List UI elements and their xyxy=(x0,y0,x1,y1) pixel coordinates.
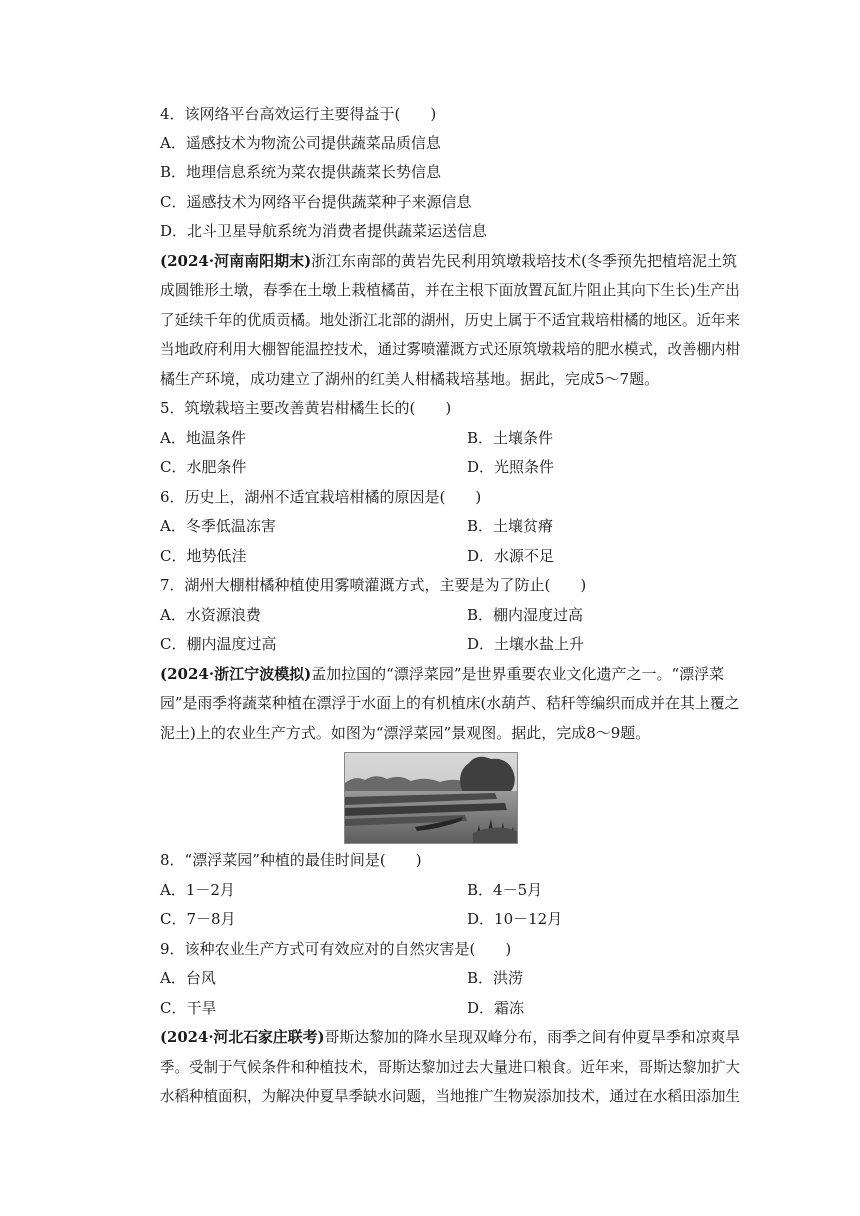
q4-option-a: A．遥感技术为物流公司提供蔬菜品质信息 xyxy=(160,134,441,152)
q4-option-d: D．北斗卫星导航系统为消费者提供蔬菜运送信息 xyxy=(160,222,488,240)
passage3-line3: 水稻种植面积，为解决仲夏旱季缺水问题，当地推广生物炭添加技术，通过在水稻田添加生 xyxy=(160,1087,741,1105)
q7-option-b: B．棚内湿度过高 xyxy=(467,606,584,624)
q6-stem: 6．历史上，湖州不适宜栽培柑橘的原因是( ) xyxy=(160,488,482,506)
passage1-line1 xyxy=(160,251,740,271)
passage2-text: 孟加拉国的“漂浮菜园”是世界重要农业文化遗产之一。“漂浮菜 xyxy=(311,665,725,683)
q5-stem: 5．筑墩栽培主要改善黄岩柑橘生长的( ) xyxy=(160,399,452,417)
q9-stem: 9．该种农业生产方式可有效应对的自然灾害是( ) xyxy=(160,940,512,958)
q9-option-d: D．霜冻 xyxy=(467,999,525,1017)
q5-option-b: B．土壤条件 xyxy=(467,429,554,447)
q5-option-a: A．地温条件 xyxy=(160,429,246,447)
q7-option-c: C．棚内温度过高 xyxy=(160,635,277,653)
passage3-line1 xyxy=(160,1027,741,1047)
q8-option-d: D．10－12月 xyxy=(467,910,563,928)
q5-option-c: C．水肥条件 xyxy=(160,458,247,476)
q6-option-d: D．水源不足 xyxy=(467,547,555,565)
passage3-line2: 季。受制于气候条件和种植技术，哥斯达黎加过去大量进口粮食。近年来，哥斯达黎加扩大 xyxy=(160,1058,741,1076)
q5-option-d: D．光照条件 xyxy=(467,458,555,476)
q6-option-b: B．土壤贫瘠 xyxy=(467,517,554,535)
q8-option-c: C．7－8月 xyxy=(160,910,236,928)
passage3-source: (2024·河北石家庄联考) xyxy=(160,1028,325,1046)
q6-option-c: C．地势低洼 xyxy=(160,547,247,565)
q4-option-b: B．地理信息系统为菜农提供蔬菜长势信息 xyxy=(160,163,442,181)
passage2-source: (2024·浙江宁波模拟) xyxy=(160,665,312,683)
passage1-line5: 橘生产环境，成功建立了湖州的红美人柑橘栽培基地。据此，完成5～7题。 xyxy=(160,370,660,388)
q8-option-b: B．4－5月 xyxy=(467,881,543,899)
passage2-line2: 园”是雨季将蔬菜种植在漂浮于水面上的有机植床(水葫芦、秸秆等编织而成并在其上覆之 xyxy=(160,694,740,712)
floating-garden-photo xyxy=(344,752,518,844)
q4-option-c: C．遥感技术为网络平台提供蔬菜种子来源信息 xyxy=(160,193,472,211)
q8-option-a: A．1－2月 xyxy=(160,881,235,899)
passage1-line4: 当地政府利用大棚智能温控技术，通过雾喷灌溉方式还原筑墩栽培的肥水模式，改善棚内柑 xyxy=(160,340,741,358)
q7-option-a: A．水资源浪费 xyxy=(160,606,261,624)
passage1-line3: 了延续千年的优质贡橘。地处浙江北部的湖州，历史上属于不适宜栽培柑橘的地区。近年来 xyxy=(160,311,741,329)
passage2-line1 xyxy=(160,664,740,684)
q7-option-d: D．土壤水盐上升 xyxy=(467,635,585,653)
passage1-line2: 成圆锥形土墩，春季在土墩上栽植橘苗，并在主根下面放置瓦缸片阻止其向下生长)生产出 xyxy=(160,281,740,299)
q6-option-a: A．冬季低温冻害 xyxy=(160,517,276,535)
q4-stem: 4．该网络平台高效运行主要得益于( ) xyxy=(160,105,437,123)
q9-option-b: B．洪涝 xyxy=(467,969,524,987)
q9-option-c: C．干旱 xyxy=(160,999,217,1017)
passage3-text: 哥斯达黎加的降水呈现双峰分布，雨季之间有仲夏旱季和凉爽旱 xyxy=(324,1028,741,1046)
passage2-line3: 泥土)上的农业生产方式。如图为“漂浮菜园”景观图。据此，完成8～9题。 xyxy=(160,724,651,742)
passage1-text: 浙江东南部的黄岩先民利用筑墩栽培技术(冬季预先把植培泥土筑 xyxy=(311,252,738,270)
q7-stem: 7．湖州大棚柑橘种植使用雾喷灌溉方式，主要是为了防止( ) xyxy=(160,576,587,594)
q9-option-a: A．台风 xyxy=(160,969,216,987)
q8-stem: 8．“漂浮菜园”种植的最佳时间是( ) xyxy=(160,851,422,869)
passage1-source: (2024·河南南阳期末) xyxy=(160,252,312,270)
